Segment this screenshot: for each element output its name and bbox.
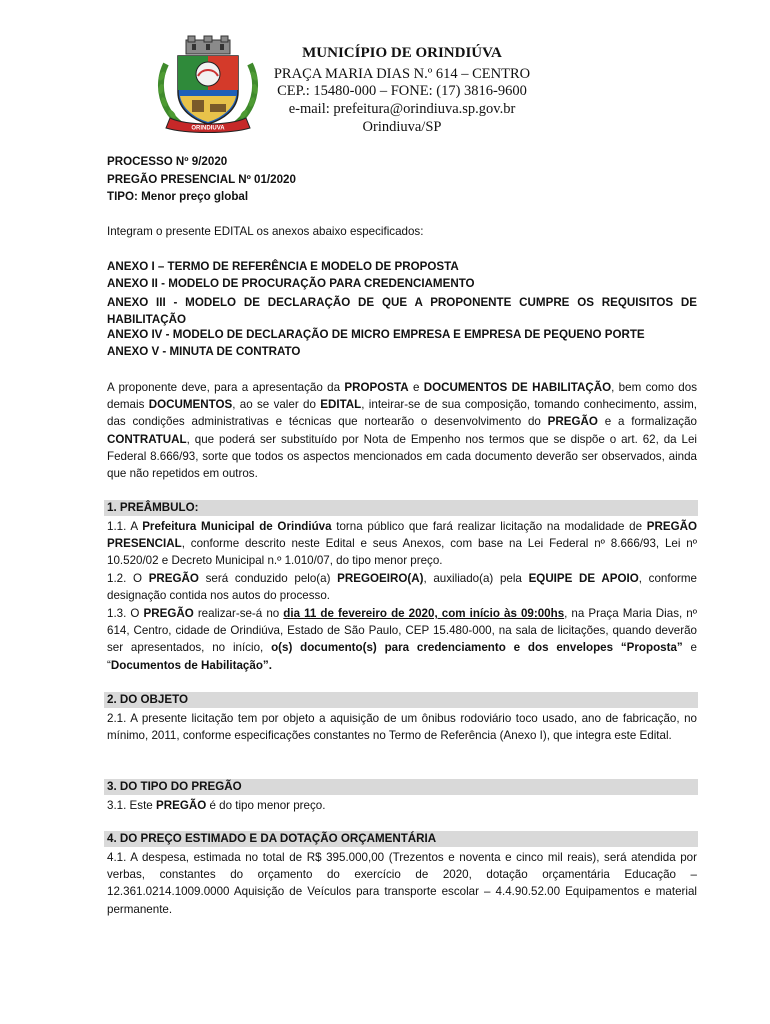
annex-1: ANEXO I – TERMO DE REFERÊNCIA E MODELO DE PROPOSTA bbox=[107, 260, 459, 273]
municipality-cep-phone: CEP.: 15480-000 – FONE: (17) 3816-9600 bbox=[277, 83, 527, 99]
section-1-title: 1. PREÂMBULO: bbox=[107, 501, 199, 514]
section-2-title: 2. DO OBJETO bbox=[107, 693, 188, 706]
annex-4: ANEXO IV - MODELO DE DECLARAÇÃO DE MICRO EMPRESA E EMPRESA DE PEQUENO PORTE bbox=[107, 328, 645, 341]
annex-5: ANEXO V - MINUTA DE CONTRATO bbox=[107, 345, 301, 358]
paragraph-3-1: 3.1. Este PREGÃO é do tipo menor preço. bbox=[107, 799, 326, 812]
municipality-address: PRAÇA MARIA DIAS N.º 614 – CENTRO bbox=[273, 66, 531, 82]
paragraph-1-1: 1.1. A Prefeitura Municipal de Orindiúva torna público que fará realizar licitação na modalidade de PREGÃO PRESENCIAL, conforme descrito neste Edital e seus Anexos, com base na Lei Federal nº 8.666/93, Lei nº 10.520/02 e Decreto Municipal n.º 1.010/07, do tipo menor preço. bbox=[107, 520, 697, 568]
paragraph-1-2: 1.2. O PREGÃO será conduzido pelo(a) PREGOEIRO(A), auxiliado(a) pela EQUIPE DE APOIO, conforme designação contida nos autos do processo. bbox=[107, 572, 697, 603]
municipality-city: Orindiuva/SP bbox=[362, 119, 442, 135]
section-3-title: 3. DO TIPO DO PREGÃO bbox=[107, 780, 242, 793]
annex-3: ANEXO III - MODELO DE DECLARAÇÃO DE QUE A PROPONENTE CUMPRE OS REQUISITOS DE HABILITAÇÃO bbox=[107, 296, 697, 326]
crest-ribbon-text: ORINDIUVA bbox=[191, 125, 225, 132]
municipality-title: MUNICÍPIO DE ORINDIÚVA bbox=[302, 45, 502, 61]
pregao-type: TIPO: Menor preço global bbox=[107, 190, 249, 203]
pregao-number: PREGÃO PRESENCIAL Nº 01/2020 bbox=[107, 173, 296, 186]
section-4-title: 4. DO PREÇO ESTIMADO E DA DOTAÇÃO ORÇAMENTÁRIA bbox=[107, 832, 437, 845]
paragraph-4-1: 4.1. A despesa, estimada no total de R$ 395.000,00 (Trezentos e noventa e cinco mil reais), será atendida por verbas, constantes do orçamento do exercício de 2020, dotação orçamentária Educação – 12.361.0214.1009.0000 Aquisição de Veículos para transporte escolar – 4.4.90.52.00 Equipamentos e material permanente. bbox=[107, 851, 697, 916]
process-number: PROCESSO Nº 9/2020 bbox=[107, 155, 228, 168]
paragraph-1-3: 1.3. O PREGÃO realizar-se-á no dia 11 de fevereiro de 2020, com início às 09:00hs, na Praça Maria Dias, nº 614, Centro, cidade de Orindiúva, Estado de São Paulo, CEP 15.480-000, na sala de licitações, quando deverão ser apresentados, no início, o(s) documento(s) para credenciamento e dos envelopes “Proposta” e “Documentos de Habilitação”. bbox=[107, 607, 698, 672]
paragraph-2-1: 2.1. A presente licitação tem por objeto a aquisição de um ônibus rodoviário toco usado, ano de fabricação, no mínimo, 2011, conforme especificações constantes no Termo de Referência (Anexo I), que integra este Edital. bbox=[107, 712, 697, 743]
annexes-intro: Integram o presente EDITAL os anexos abaixo especificados: bbox=[107, 225, 424, 238]
proponent-paragraph: A proponente deve, para a apresentação da PROPOSTA e DOCUMENTOS DE HABILITAÇÃO, bem como dos demais DOCUMENTOS, ao se valer do EDITAL, inteirar-se de sua composição, tomando conhecimento, assim, das condições administrativas e técnicas que nortearão o desenvolvimento do PREGÃO e a formalização CONTRATUAL, que poderá ser substituído por Nota de Empenho nos termos que se dispõe o art. 62, da Lei Federal 8.666/93, sorte que todos os aspectos mencionados em cada documento deverão ser observados, ainda que não repetidos em outros. bbox=[107, 381, 697, 481]
annex-2: ANEXO II - MODELO DE PROCURAÇÃO PARA CREDENCIAMENTO bbox=[107, 277, 475, 290]
municipal-crest-logo bbox=[152, 34, 264, 134]
section-2-bar bbox=[104, 692, 698, 708]
municipality-email: e-mail: prefeitura@orindiuva.sp.gov.br bbox=[288, 101, 516, 117]
